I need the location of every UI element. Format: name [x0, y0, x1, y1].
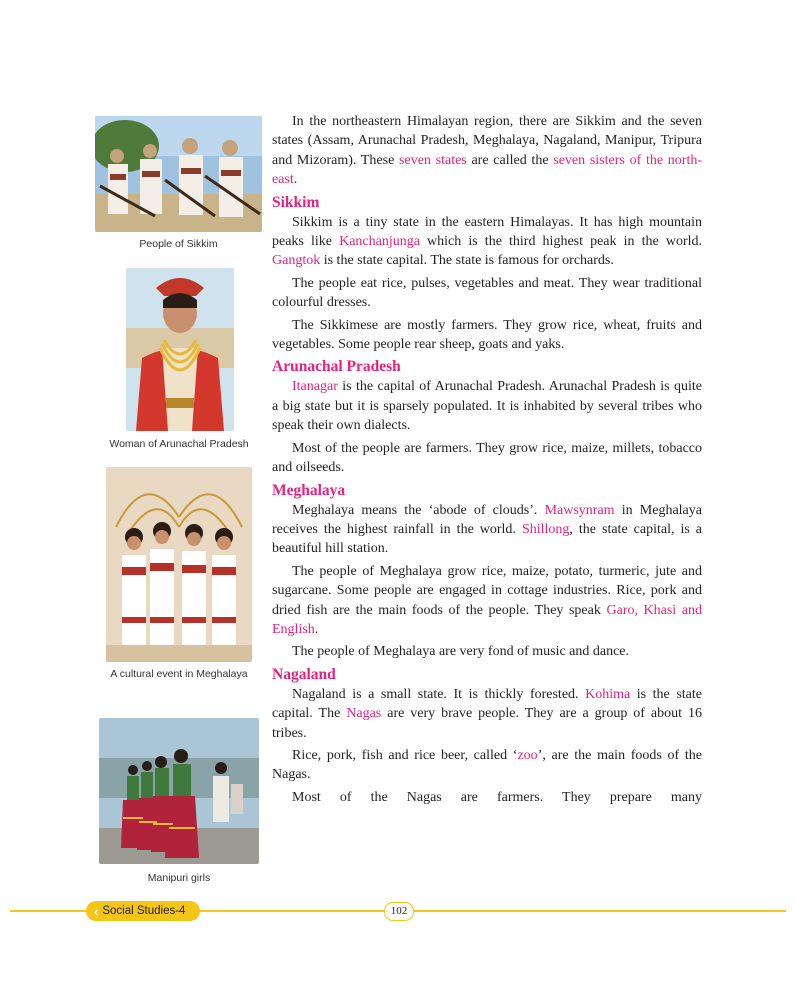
- highlight-gangtok: Gangtok: [272, 253, 321, 269]
- caption-manipuri-girls: Manipuri girls: [147, 872, 211, 884]
- arunachal-paragraph-1: Itanagar is the capital of Arunachal Pradesh. Arunachal Pradesh is quite a big state but it is sparsely populated. It is inhabited by several tribes who speak their own dialects.: [272, 379, 702, 434]
- heading-sikkim: Sikkim: [272, 193, 320, 211]
- meghalaya-paragraph-1: Meghalaya means the ‘abode of clouds’. Mawsynram in Meghalaya receives the highest rainfall in the world. Shillong, the state capital, is a beautiful hill station.: [272, 502, 702, 557]
- sikkim-paragraph-3: The Sikkimese are mostly farmers. They grow rice, wheat, fruits and vegetables. Some people rear sheep, goats and yaks.: [272, 317, 702, 353]
- photo-manipuri-girls: [99, 718, 259, 864]
- highlight-nagas: Nagas: [346, 706, 382, 722]
- photo-woman-of-arunachal: [126, 268, 234, 431]
- meghalaya-paragraph-2: The people of Meghalaya grow rice, maize, potato, turmeric, jute and sugarcane. Some people are engaged in cottage industries. Rice, pork and dried fish are the main foods of the people. They speak Garo, Khasi and English.: [272, 563, 702, 637]
- footer-book-badge: [86, 901, 200, 921]
- photo-people-of-sikkim: [95, 116, 262, 232]
- meghalaya-paragraph-3: The people of Meghalaya are very fond of music and dance.: [292, 644, 630, 660]
- heading-arunachal-pradesh: Arunachal Pradesh: [272, 358, 401, 376]
- highlight-languages: Garo, Khasi and English: [272, 602, 702, 637]
- heading-meghalaya: Meghalaya: [272, 481, 346, 499]
- sikkim-paragraph-1: Sikkim is a tiny state in the eastern Himalayas. It has high mountain peaks like Kanchanjunga which is the third highest peak in the world. Gangtok is the state capital. The state is famous for orchards.: [272, 214, 702, 269]
- chevron-left-icon: ‹: [94, 903, 99, 919]
- highlight-seven-states: seven states: [399, 152, 467, 168]
- photo-cultural-event-meghalaya: [106, 467, 252, 662]
- intro-paragraph: In the northeastern Himalayan region, there are Sikkim and the seven states (Assam, Arunachal Pradesh, Meghalaya, Nagaland, Manipur, Tripura and Mizoram). These seven states are called the seven sisters of the north-east.: [272, 114, 702, 188]
- arunachal-paragraph-2: Most of the people are farmers. They grow rice, maize, millets, tobacco and oilseeds.: [272, 440, 702, 476]
- nagaland-paragraph-3: Most of the Nagas are farmers. They prepare many: [292, 789, 702, 805]
- main-text: [272, 112, 702, 810]
- footer-book-title: Social Studies-4: [102, 905, 186, 917]
- highlight-itanagar: Itanagar: [292, 379, 338, 395]
- highlight-seven-sisters: seven sisters of the north-east: [272, 152, 702, 188]
- caption-cultural-event-meghalaya: A cultural event in Meghalaya: [110, 668, 248, 680]
- caption-people-of-sikkim: People of Sikkim: [139, 238, 218, 250]
- caption-woman-of-arunachal: Woman of Arunachal Pradesh: [109, 438, 249, 450]
- nagaland-paragraph-2: Rice, pork, fish and rice beer, called ‘zoo’, are the main foods of the Nagas.: [272, 747, 702, 783]
- highlight-mawsynram: Mawsynram: [544, 502, 615, 518]
- highlight-kanchanjunga: Kanchanjunga: [339, 234, 420, 250]
- heading-nagaland: Nagaland: [272, 665, 336, 683]
- highlight-kohima: Kohima: [585, 686, 631, 702]
- page-number: 102: [384, 902, 414, 921]
- sikkim-paragraph-2: The people eat rice, pulses, vegetables and meat. They wear traditional colourful dresses.: [272, 275, 702, 311]
- highlight-zoo: zoo: [517, 747, 538, 763]
- nagaland-paragraph-1: Nagaland is a small state. It is thickly forested. Kohima is the state capital. The Nagas are very brave people. They are a group of about 16 tribes.: [272, 686, 702, 741]
- highlight-shillong: Shillong: [521, 521, 570, 537]
